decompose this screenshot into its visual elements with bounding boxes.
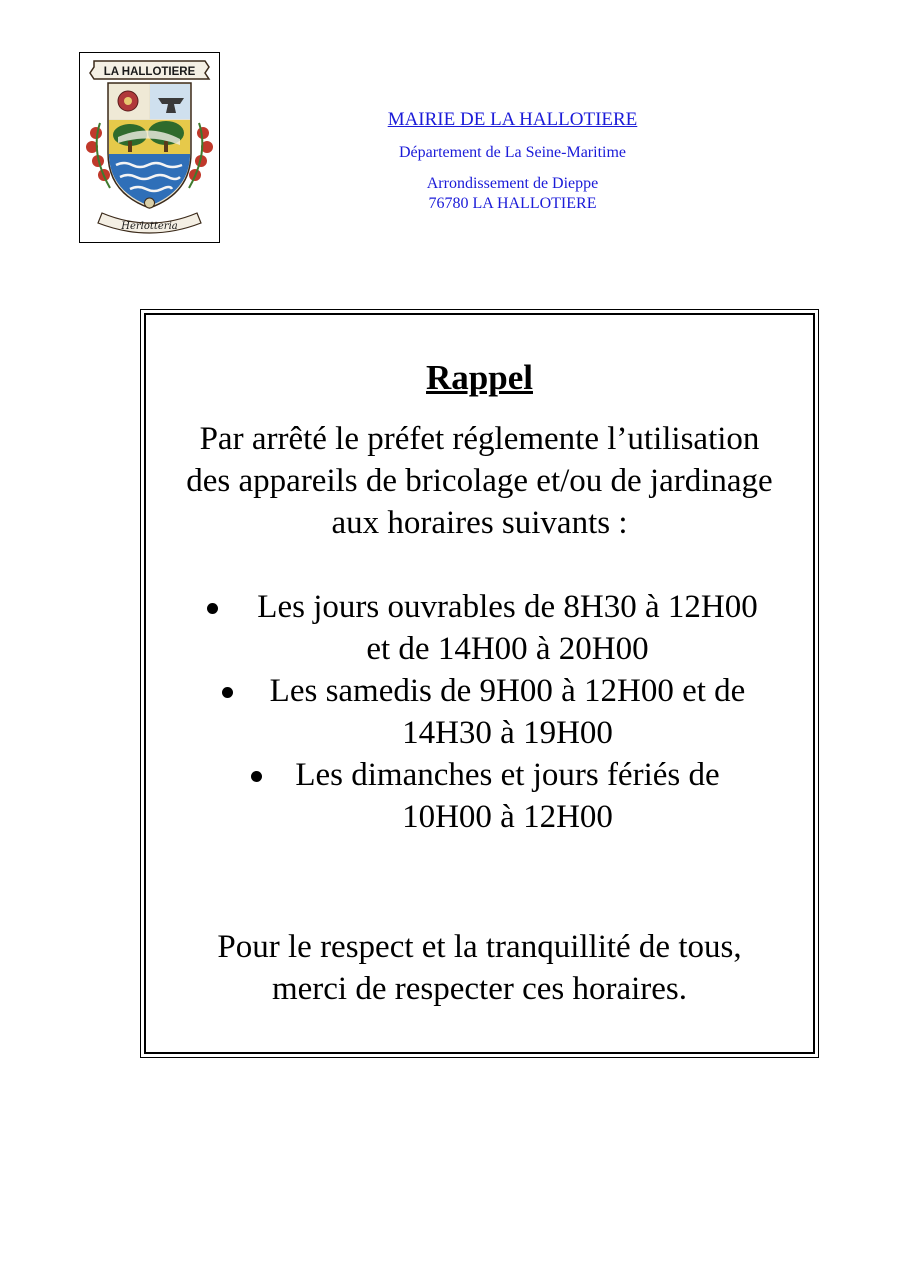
schedule-line: 10H00 à 12H00 <box>402 799 613 835</box>
notice-frame-inner <box>144 313 815 1054</box>
mairie-header <box>320 108 705 214</box>
closing-line: merci de respecter ces horaires. <box>271 971 687 1007</box>
mairie-title: MAIRIE DE LA HALLOTIERE <box>387 109 638 130</box>
logo-motto-text: Herlotteria <box>121 221 178 232</box>
notice-title: Rappel <box>426 358 533 397</box>
logo-banner-text: LA HALLOTIERE <box>103 66 196 78</box>
schedule-line: Les dimanches et jours fériés de <box>295 757 720 793</box>
intro-line: des appareils de bricolage et/ou de jardinage <box>186 463 773 499</box>
schedule-line: Les samedis de 9H00 à 12H00 et de <box>269 673 746 709</box>
schedule-list <box>146 586 813 838</box>
schedule-item-weekdays <box>146 586 813 670</box>
notice-closing <box>146 926 813 1010</box>
city-line: 76780 LA HALLOTIERE <box>428 195 597 212</box>
departement-line: Département de La Seine-Maritime <box>398 144 626 161</box>
bullet-icon <box>207 603 218 614</box>
coat-of-arms-icon <box>80 53 219 242</box>
bullet-icon <box>222 687 233 698</box>
schedule-line: 14H30 à 19H00 <box>402 715 613 751</box>
intro-line: aux horaires suivants : <box>331 505 628 541</box>
coat-of-arms-logo <box>79 52 220 243</box>
schedule-item-saturday <box>146 670 813 754</box>
notice-frame <box>140 309 819 1058</box>
bullet-icon <box>251 771 262 782</box>
intro-line: Par arrêté le préfet réglemente l’utilisation <box>199 421 760 457</box>
closing-line: Pour le respect et la tranquillité de tous, <box>217 929 742 965</box>
notice-intro <box>146 418 813 544</box>
schedule-line: et de 14H00 à 20H00 <box>366 631 649 667</box>
schedule-item-sunday <box>146 754 813 838</box>
schedule-line: Les jours ouvrables de 8H30 à 12H00 <box>257 589 758 625</box>
arrondissement-line: Arrondissement de Dieppe <box>426 175 599 192</box>
